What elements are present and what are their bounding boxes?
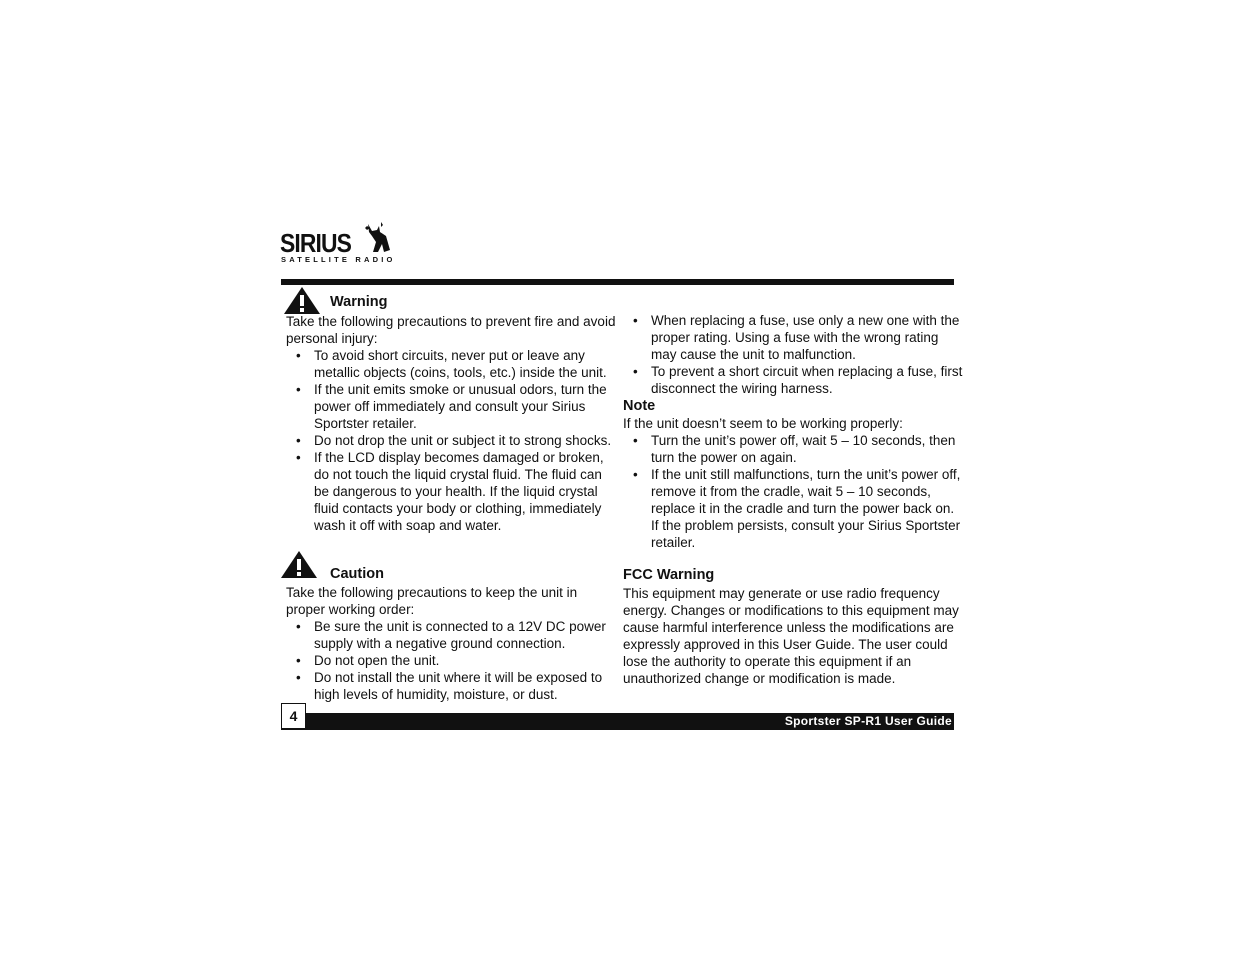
- list-item: [286, 652, 620, 669]
- warning-intro: Take the following precautions to prevent fire and avoid personal injury:: [286, 314, 616, 346]
- list-item-text: Be sure the unit is connected to a 12V DC power supply with a negative ground connection.: [314, 619, 606, 651]
- list-item-text: Do not drop the unit or subject it to strong shocks.: [314, 433, 612, 448]
- logo-subtitle: SATELLITE RADIO: [281, 255, 396, 264]
- list-item: [286, 618, 620, 652]
- warning-triangle-icon: [283, 286, 321, 316]
- sirius-logo: [280, 222, 396, 266]
- warning-continued-list: [623, 312, 963, 397]
- bullet-icon: •: [296, 450, 301, 465]
- list-item-text: Turn the unit’s power off, wait 5 – 10 seconds, then turn the power on again.: [651, 433, 956, 465]
- bullet-icon: •: [296, 619, 301, 634]
- list-item: [623, 432, 963, 466]
- fcc-body: This equipment may generate or use radio frequency energy. Changes or modifications to this equipment may cause harmful interference unless the modifications are expressly approved in this User Guide. The user could lose the authority to operate this equipment if an unauthorized change or modification is made.: [623, 586, 959, 686]
- list-item: [623, 312, 963, 363]
- list-item-text: To avoid short circuits, never put or leave any metallic objects (coins, tools, etc.) inside the unit.: [314, 348, 607, 380]
- bullet-icon: •: [296, 653, 301, 668]
- footer-bar: [281, 713, 954, 730]
- list-item-text: Do not install the unit where it will be exposed to high levels of humidity, moisture, or dust.: [314, 670, 603, 702]
- bullet-icon: •: [633, 467, 638, 482]
- list-item: [623, 466, 963, 551]
- list-item: [286, 449, 620, 534]
- list-item: [286, 381, 620, 432]
- header-rule: [281, 279, 954, 285]
- warning-list: [286, 347, 620, 534]
- guide-title: Sportster SP-R1 User Guide: [784, 714, 952, 728]
- note-heading: Note: [623, 398, 656, 414]
- bullet-icon: •: [633, 313, 638, 328]
- note-list: [623, 432, 963, 551]
- bullet-icon: •: [296, 433, 301, 448]
- note-intro: If the unit doesn’t seem to be working properly:: [623, 416, 903, 431]
- bullet-icon: •: [633, 364, 638, 379]
- logo-wordmark: SIRIUS: [280, 228, 352, 258]
- fcc-heading: FCC Warning: [623, 567, 715, 583]
- list-item: [286, 432, 620, 449]
- page-number: 4: [281, 703, 306, 729]
- bullet-icon: •: [296, 382, 301, 397]
- bullet-icon: •: [296, 670, 301, 685]
- list-item-text: If the LCD display becomes damaged or broken, do not touch the liquid crystal fluid. The fluid can be dangerous to your health. If the liquid crystal fluid contacts your body or clothing, immediately wash it off with soap and water.: [314, 450, 604, 533]
- caution-intro: Take the following precautions to keep the unit in proper working order:: [286, 585, 578, 617]
- list-item-text: Do not open the unit.: [314, 653, 440, 668]
- caution-list: [286, 618, 620, 703]
- bullet-icon: •: [633, 433, 638, 448]
- warning-heading: Warning: [330, 294, 388, 310]
- list-item-text: If the unit emits smoke or unusual odors, turn the power off immediately and consult your Sirius Sportster retailer.: [314, 382, 607, 431]
- list-item-text: To prevent a short circuit when replacing a fuse, first disconnect the wiring harness.: [651, 364, 963, 396]
- sirius-dog-icon: [364, 222, 392, 254]
- list-item-text: When replacing a fuse, use only a new one with the proper rating. Using a fuse with the wrong rating may cause the unit to malfunction.: [651, 313, 960, 362]
- list-item: [623, 363, 963, 397]
- list-item: [286, 669, 620, 703]
- list-item: [286, 347, 620, 381]
- list-item-text: If the unit still malfunctions, turn the unit’s power off, remove it from the cradle, wait 5 – 10 seconds, replace it in the cradle and turn the power back on. If the problem persists, consult your Sirius Sportster retailer.: [651, 467, 961, 550]
- bullet-icon: •: [296, 348, 301, 363]
- warning-triangle-icon: [280, 550, 318, 580]
- caution-heading: Caution: [330, 566, 384, 582]
